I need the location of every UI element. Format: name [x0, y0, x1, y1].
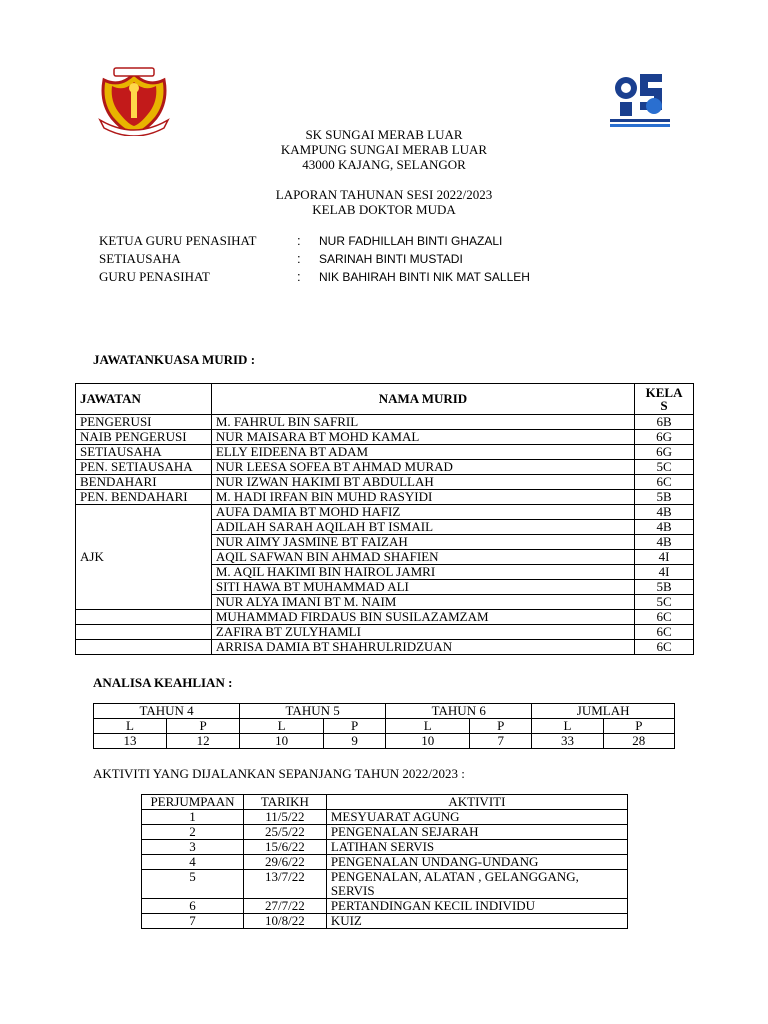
officer-row	[99, 250, 530, 268]
membership-table	[93, 703, 675, 749]
cell-nama: AUFA DAMIA BT MOHD HAFIZ	[211, 505, 634, 520]
table-row	[76, 625, 694, 640]
school-address-line2: 43000 KAJANG, SELANGOR	[302, 157, 466, 172]
cell-nama: M. HADI IRFAN BIN MUHD RASYIDI	[211, 490, 634, 505]
cell-tarikh: 29/6/22	[243, 855, 326, 870]
cell-perjumpaan: 6	[142, 899, 244, 914]
table-row	[142, 870, 628, 899]
table-row	[76, 610, 694, 625]
cell-jawatan: BENDAHARI	[76, 475, 212, 490]
subheader-l: L	[94, 719, 167, 734]
header-perjumpaan: PERJUMPAAN	[142, 795, 244, 810]
cell-kelas: 4B	[635, 520, 694, 535]
officer-colon: :	[297, 251, 301, 266]
report-header	[0, 187, 768, 217]
cell-kelas: 4I	[635, 565, 694, 580]
cell-kelas: 5B	[635, 580, 694, 595]
cell-kelas: 6C	[635, 625, 694, 640]
school-crest-icon	[98, 62, 170, 136]
value-cell: 13	[94, 734, 167, 749]
table-row	[142, 840, 628, 855]
subheader-l: L	[386, 719, 470, 734]
cell-nama: MUHAMMAD FIRDAUS BIN SUSILAZAMZAM	[211, 610, 634, 625]
club-name: KELAB DOKTOR MUDA	[312, 202, 456, 217]
group-jumlah: JUMLAH	[532, 704, 675, 719]
cell-tarikh: 27/7/22	[243, 899, 326, 914]
header-tarikh: TARIKH	[243, 795, 326, 810]
cell-jawatan: PEN. BENDAHARI	[76, 490, 212, 505]
cell-jawatan: PEN. SETIAUSAHA	[76, 460, 212, 475]
subheader-p: P	[470, 719, 532, 734]
cell-nama: ARRISA DAMIA BT SHAHRULRIDZUAN	[211, 640, 634, 655]
table-row	[76, 445, 694, 460]
table-row	[142, 855, 628, 870]
cell-tarikh: 15/6/22	[243, 840, 326, 855]
table-row	[76, 430, 694, 445]
membership-group-row	[94, 704, 675, 719]
value-cell: 10	[240, 734, 324, 749]
header-nama-murid: NAMA MURID	[211, 384, 634, 415]
activities-heading: AKTIVITI YANG DIJALANKAN SEPANJANG TAHUN 2022/2023 :	[93, 766, 465, 781]
value-cell: 33	[532, 734, 603, 749]
cell-jawatan: PENGERUSI	[76, 415, 212, 430]
membership-heading: ANALISA KEAHLIAN :	[93, 675, 233, 690]
cell-aktiviti: MESYUARAT AGUNG	[326, 810, 627, 825]
table-row	[76, 415, 694, 430]
cell-ajk-label: AJK	[76, 505, 212, 610]
report-title: LAPORAN TAHUNAN SESI 2022/2023	[275, 187, 493, 202]
header-aktiviti: AKTIVITI	[326, 795, 627, 810]
cell-kelas: 6C	[635, 640, 694, 655]
cell-tarikh: 25/5/22	[243, 825, 326, 840]
cell-kelas: 6C	[635, 610, 694, 625]
cell-kelas: 5B	[635, 490, 694, 505]
subheader-p: P	[167, 719, 240, 734]
cell-nama: ELLY EIDEENA BT ADAM	[211, 445, 634, 460]
cell-kelas: 4B	[635, 505, 694, 520]
cell-perjumpaan: 2	[142, 825, 244, 840]
cell-nama: ZAFIRA BT ZULYHAMLI	[211, 625, 634, 640]
membership-values-row	[94, 734, 675, 749]
membership-subheader-row	[94, 719, 675, 734]
officer-row	[99, 268, 530, 286]
cell-kelas: 5C	[635, 595, 694, 610]
table-row	[142, 825, 628, 840]
cell-perjumpaan: 3	[142, 840, 244, 855]
ts25-logo-icon	[610, 66, 670, 128]
cell-jawatan: SETIAUSAHA	[76, 445, 212, 460]
cell-nama: NUR MAISARA BT MOHD KAMAL	[211, 430, 634, 445]
cell-kelas: 4I	[635, 550, 694, 565]
table-row	[76, 475, 694, 490]
cell-nama: NUR ALYA IMANI BT M. NAIM	[211, 595, 634, 610]
cell-aktiviti: PENGENALAN UNDANG-UNDANG	[326, 855, 627, 870]
table-row	[76, 505, 694, 520]
cell-tarikh: 10/8/22	[243, 914, 326, 929]
value-cell: 9	[324, 734, 386, 749]
value-cell: 12	[167, 734, 240, 749]
cell-kelas: 6G	[635, 430, 694, 445]
subheader-l: L	[240, 719, 324, 734]
officer-name: NIK BAHIRAH BINTI NIK MAT SALLEH	[319, 270, 530, 284]
table-row	[142, 914, 628, 929]
cell-perjumpaan: 4	[142, 855, 244, 870]
group-tahun-4: TAHUN 4	[94, 704, 240, 719]
cell-tarikh: 11/5/22	[243, 810, 326, 825]
cell-jawatan: NAIB PENGERUSI	[76, 430, 212, 445]
cell-kelas: 6G	[635, 445, 694, 460]
cell-kelas: 5C	[635, 460, 694, 475]
committee-header-row	[76, 384, 694, 415]
officer-colon: :	[297, 233, 301, 248]
cell-perjumpaan: 1	[142, 810, 244, 825]
officer-role: SETIAUSAHA	[99, 251, 181, 266]
cell-aktiviti: PERTANDINGAN KECIL INDIVIDU	[326, 899, 627, 914]
cell-nama: AQIL SAFWAN BIN AHMAD SHAFIEN	[211, 550, 634, 565]
table-row	[76, 460, 694, 475]
cell-aktiviti: KUIZ	[326, 914, 627, 929]
cell-perjumpaan: 5	[142, 870, 244, 899]
cell-nama: ADILAH SARAH AQILAH BT ISMAIL	[211, 520, 634, 535]
cell-jawatan	[76, 640, 212, 655]
officer-row	[99, 232, 530, 250]
subheader-l: L	[532, 719, 603, 734]
cell-kelas: 6B	[635, 415, 694, 430]
cell-kelas: 6C	[635, 475, 694, 490]
committee-heading: JAWATANKUASA MURID :	[93, 352, 256, 367]
header-kelas: KELAS	[635, 384, 694, 415]
cell-nama: NUR LEESA SOFEA BT AHMAD MURAD	[211, 460, 634, 475]
activities-header-row	[142, 795, 628, 810]
cell-nama: M. FAHRUL BIN SAFRIL	[211, 415, 634, 430]
cell-tarikh: 13/7/22	[243, 870, 326, 899]
officer-role: GURU PENASIHAT	[99, 269, 210, 284]
cell-jawatan	[76, 625, 212, 640]
header-jawatan: JAWATAN	[76, 384, 212, 415]
cell-aktiviti: LATIHAN SERVIS	[326, 840, 627, 855]
cell-nama: NUR AIMY JASMINE BT FAIZAH	[211, 535, 634, 550]
school-name: SK SUNGAI MERAB LUAR	[305, 127, 463, 142]
officer-name: SARINAH BINTI MUSTADI	[319, 252, 463, 266]
officer-colon: :	[297, 269, 301, 284]
value-cell: 10	[386, 734, 470, 749]
cell-nama: SITI HAWA BT MUHAMMAD ALI	[211, 580, 634, 595]
value-cell: 28	[603, 734, 674, 749]
cell-aktiviti: PENGENALAN, ALATAN , GELANGGANG, SERVIS	[326, 870, 627, 899]
cell-perjumpaan: 7	[142, 914, 244, 929]
subheader-p: P	[324, 719, 386, 734]
value-cell: 7	[470, 734, 532, 749]
cell-nama: M. AQIL HAKIMI BIN HAIROL JAMRI	[211, 565, 634, 580]
cell-nama: NUR IZWAN HAKIMI BT ABDULLAH	[211, 475, 634, 490]
cell-jawatan	[76, 610, 212, 625]
group-tahun-5: TAHUN 5	[240, 704, 386, 719]
officer-role: KETUA GURU PENASIHAT	[99, 233, 257, 248]
table-row	[142, 899, 628, 914]
cell-kelas: 4B	[635, 535, 694, 550]
activities-table	[141, 794, 628, 929]
school-header	[0, 127, 768, 172]
group-tahun-6: TAHUN 6	[386, 704, 532, 719]
subheader-p: P	[603, 719, 674, 734]
school-address-line1: KAMPUNG SUNGAI MERAB LUAR	[280, 142, 488, 157]
table-row	[76, 640, 694, 655]
officers-list	[99, 232, 530, 286]
officer-name: NUR FADHILLAH BINTI GHAZALI	[319, 234, 503, 248]
cell-aktiviti: PENGENALAN SEJARAH	[326, 825, 627, 840]
table-row	[142, 810, 628, 825]
committee-table	[75, 383, 694, 655]
table-row	[76, 490, 694, 505]
